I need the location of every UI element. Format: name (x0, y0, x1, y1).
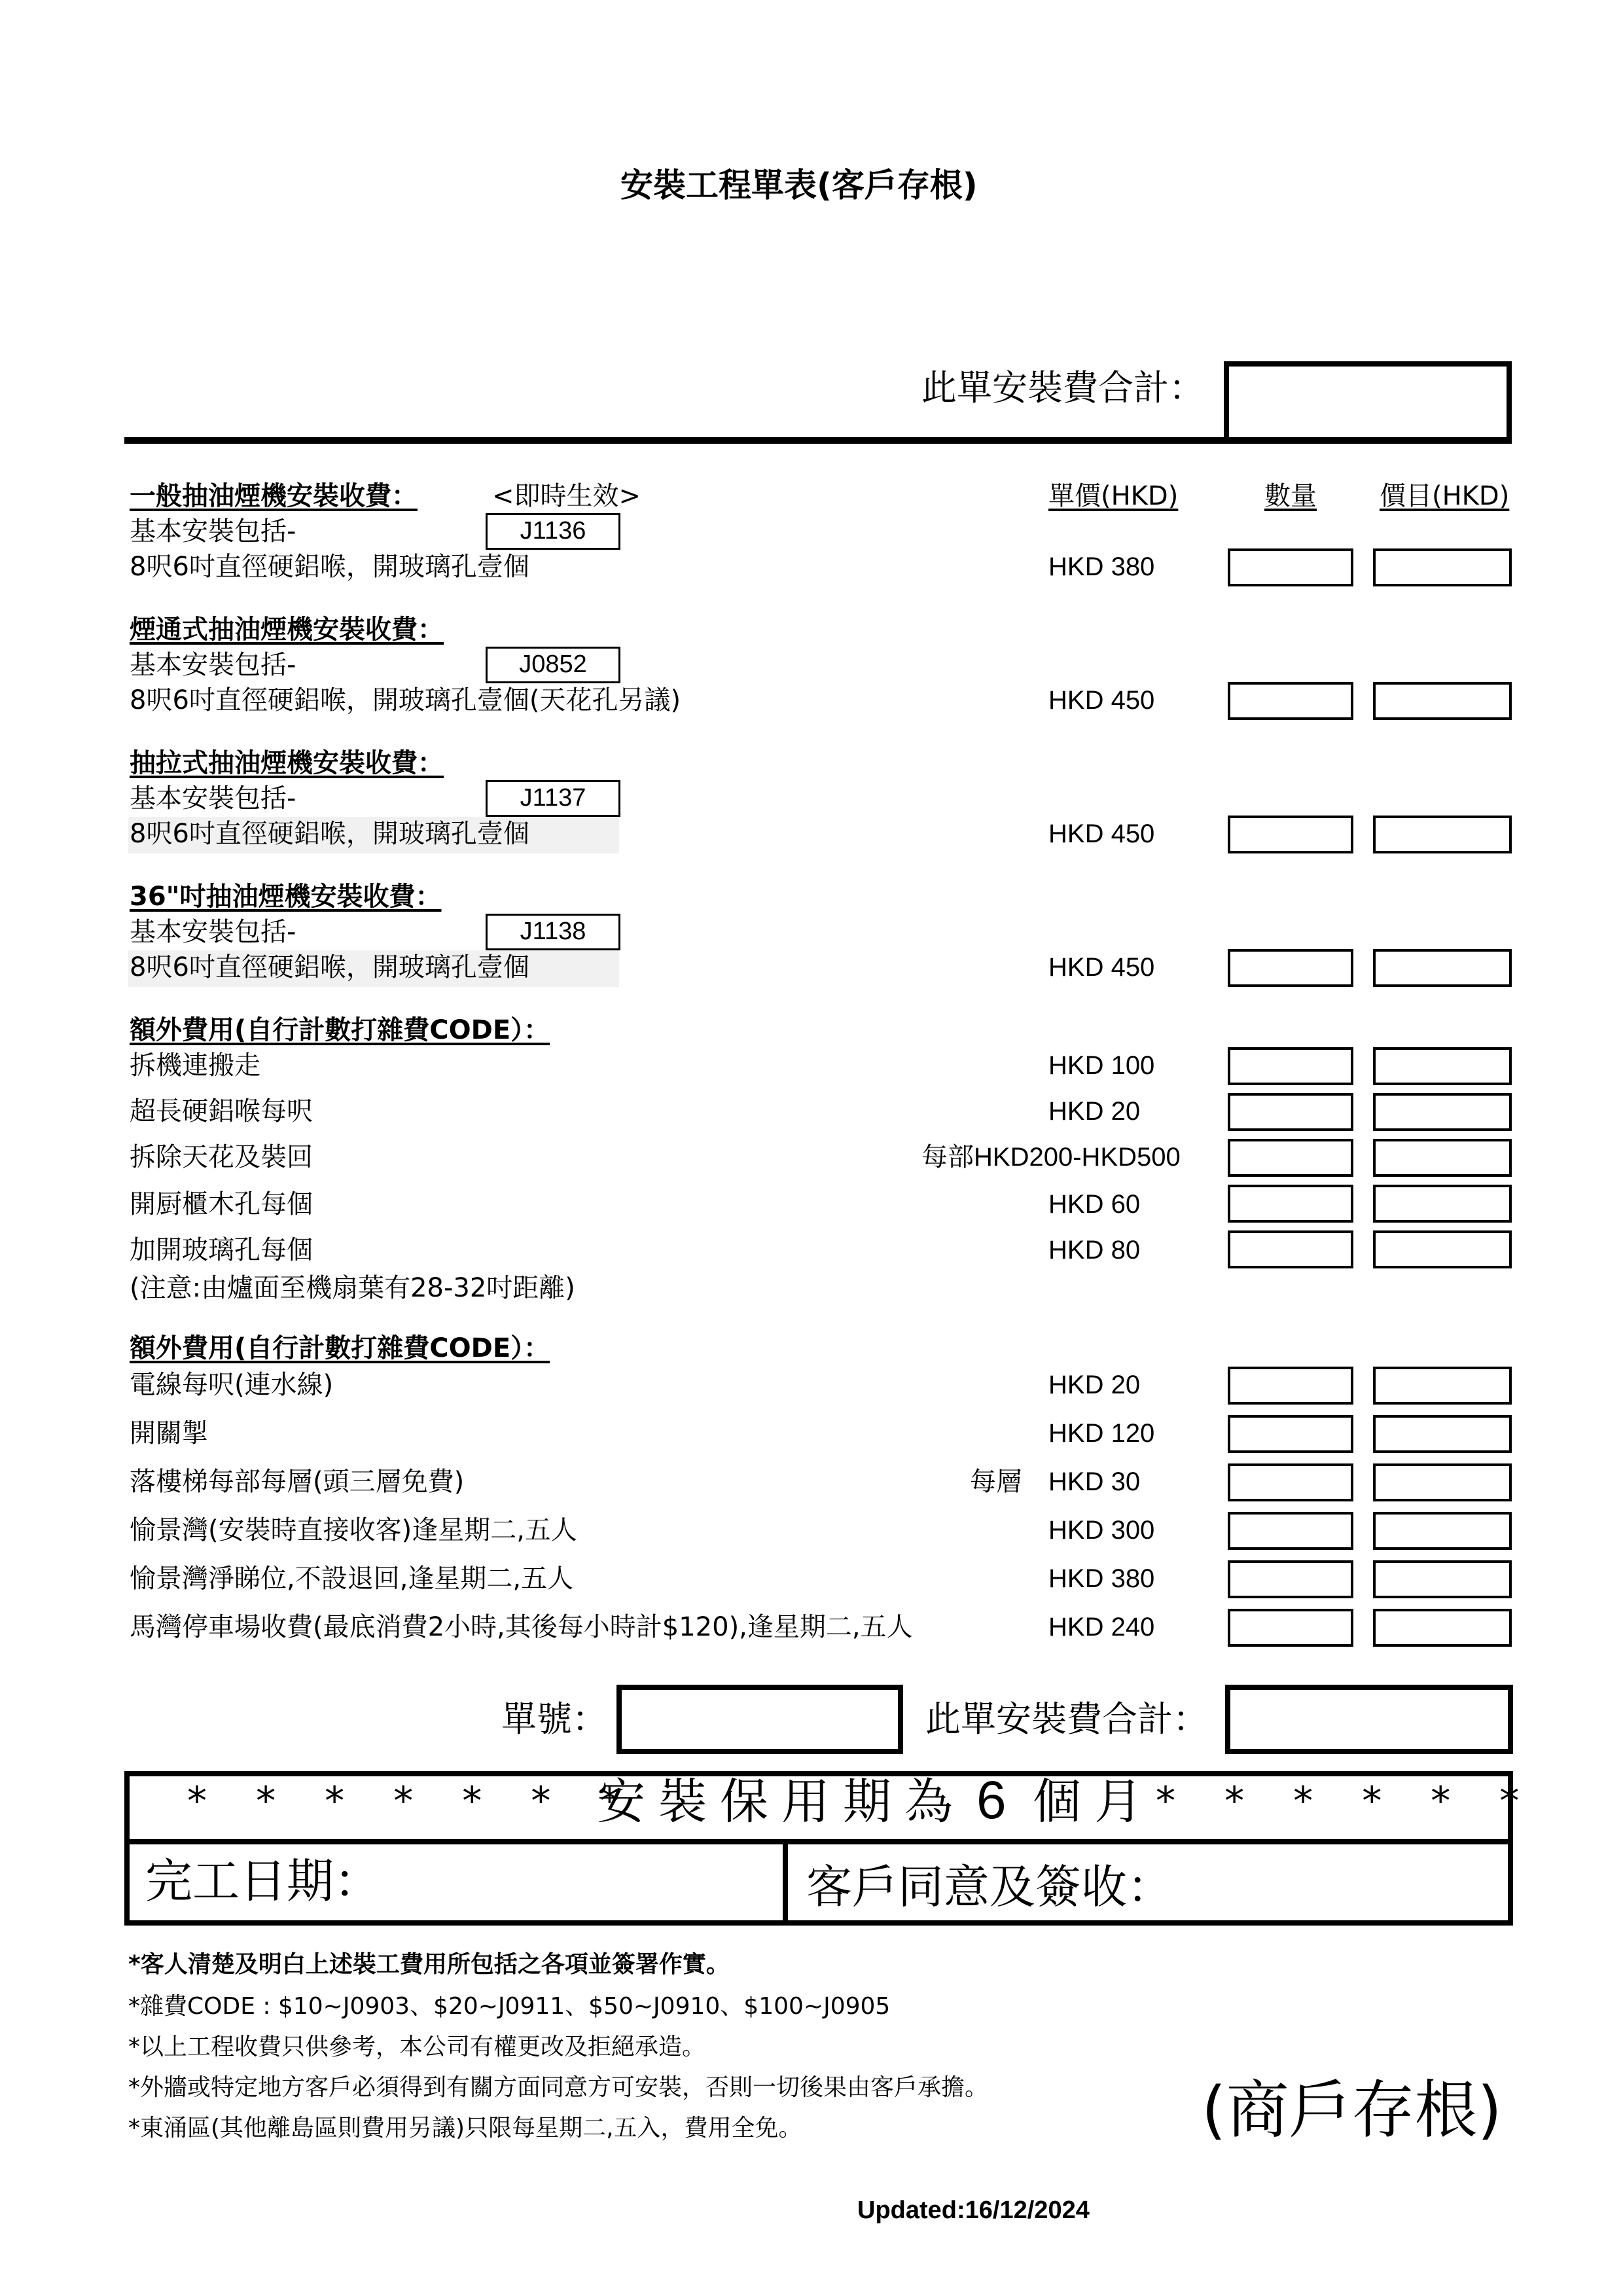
order-no-label: 單號： (501, 1698, 607, 1740)
qty-field[interactable] (1228, 1139, 1353, 1177)
warranty-text-b: 個月 (1033, 1774, 1156, 1830)
extra-item-label: 拆機連搬走 (130, 1050, 260, 1081)
amount-field[interactable] (1373, 1093, 1512, 1131)
header-divider (124, 437, 1512, 444)
section-title-pullout: 抽拉式抽油煙機安裝收費： (130, 748, 444, 778)
note-line: *東涌區(其他離島區則費用另議)只限每星期二,五入，費用全免。 (128, 2115, 802, 2142)
extra-item-label: 落樓梯每部每層(頭三層免費) (130, 1467, 465, 1497)
unit-price: HKD 380 (1048, 552, 1155, 581)
section-line2: 8呎6吋直徑硬鋁喉，開玻璃孔壹個(天花孔另議) (130, 685, 681, 715)
section-line1: 基本安裝包括- (130, 917, 296, 947)
extra-fees-title-2: 額外費用(自行計數打雜費CODE）： (130, 1333, 550, 1363)
amount-field[interactable] (1373, 1139, 1512, 1177)
section-line1: 基本安裝包括- (130, 650, 296, 680)
note-line: *以上工程收費只供參考，本公司有權更改及拒絕承造。 (128, 2034, 706, 2060)
qty-field[interactable] (1228, 1463, 1353, 1501)
qty-field[interactable] (1228, 1609, 1353, 1647)
unit-price: HKD 450 (1048, 819, 1155, 848)
unit-price: HKD 240 (1048, 1613, 1155, 1641)
unit-price: HKD 450 (1048, 953, 1155, 982)
qty-field[interactable] (1228, 1093, 1353, 1131)
warranty-divider (124, 1839, 1513, 1844)
install-code: J1138 (486, 914, 620, 950)
total-label-top: 此單安裝費合計： (921, 367, 1204, 408)
qty-field[interactable] (1228, 816, 1353, 853)
unit-price-header: 單價(HKD) (1048, 481, 1179, 511)
unit-price: HKD 380 (1048, 1564, 1155, 1593)
per-floor-label: 每層 (970, 1467, 1022, 1497)
updated-date: Updated:16/12/2024 (857, 2197, 1090, 2224)
extra-item-label: 超長硬鋁喉每呎 (130, 1096, 313, 1126)
unit-price: HKD 60 (1048, 1190, 1141, 1219)
amount-field[interactable] (1373, 1047, 1512, 1085)
extra-item-label: 愉景灣淨睇位,不設退回,逢星期二,五人 (130, 1564, 574, 1594)
extra-item-label: 加開玻璃孔每個 (130, 1235, 313, 1265)
amount-field[interactable] (1373, 1463, 1512, 1501)
unit-price: HKD 120 (1048, 1419, 1155, 1448)
warranty-months: 6 (976, 1770, 1007, 1830)
note-line: *外牆或特定地方客戶必須得到有關方面同意方可安裝，否則一切後果由客戶承擔。 (128, 2074, 989, 2101)
section-line1: 基本安裝包括- (130, 516, 296, 547)
section-title-chimney: 煙通式抽油煙機安裝收費： (130, 615, 444, 645)
warranty-stars-left: * * * * * * * (187, 1778, 638, 1824)
total-amount-bottom-field[interactable] (1225, 1685, 1513, 1754)
unit-price: HKD 80 (1048, 1236, 1141, 1265)
unit-price: HKD 30 (1048, 1467, 1141, 1496)
amount-field[interactable] (1373, 1367, 1512, 1405)
completion-date-label[interactable]: 完工日期： (145, 1854, 382, 1909)
amount-field[interactable] (1373, 1609, 1512, 1647)
note-line: *客人清楚及明白上述裝工費用所包括之各項並簽署作實。 (128, 1951, 730, 1978)
order-no-field[interactable] (616, 1685, 903, 1754)
total-amount-top-field[interactable] (1224, 361, 1512, 444)
extra-item-label: 開厨櫃木孔每個 (130, 1189, 313, 1219)
amount-header: 價目(HKD) (1380, 481, 1510, 511)
warranty-text-a: 安裝保用期為 (597, 1774, 966, 1830)
qty-field[interactable] (1228, 1367, 1353, 1405)
extra-fees-title: 額外費用(自行計數打雜費CODE）： (130, 1015, 550, 1045)
section-line2: 8呎6吋直徑硬鋁喉，開玻璃孔壹個 (130, 552, 529, 582)
amount-field[interactable] (1373, 1512, 1512, 1550)
amount-field[interactable] (1373, 548, 1512, 586)
install-code: J1136 (486, 513, 620, 550)
section-line1: 基本安裝包括- (130, 783, 296, 814)
extra-item-label: 電線每呎(連水線) (130, 1370, 334, 1400)
extra-item-label: 愉景灣(安裝時直接收客)逢星期二,五人 (130, 1515, 577, 1545)
signature-divider (783, 1840, 788, 1923)
unit-price: HKD 450 (1048, 686, 1155, 715)
qty-field[interactable] (1228, 1512, 1353, 1550)
distance-note: (注意:由爐面至機扇葉有28-32吋距離) (130, 1273, 575, 1303)
qty-field[interactable] (1228, 1560, 1353, 1598)
section-line2: 8呎6吋直徑硬鋁喉，開玻璃孔壹個 (130, 819, 529, 849)
warranty-stars-right: * * * * * * (1156, 1778, 1538, 1824)
qty-field[interactable] (1228, 1415, 1353, 1453)
amount-field[interactable] (1373, 816, 1512, 853)
amount-field[interactable] (1373, 1560, 1512, 1598)
unit-price: HKD 20 (1048, 1097, 1141, 1126)
extra-item-label: 拆除天花及裝回 (130, 1142, 313, 1172)
amount-field[interactable] (1373, 1230, 1512, 1268)
qty-field[interactable] (1228, 682, 1353, 720)
amount-field[interactable] (1373, 1415, 1512, 1453)
unit-price: HKD 20 (1048, 1371, 1141, 1399)
amount-field[interactable] (1373, 949, 1512, 987)
qty-field[interactable] (1228, 548, 1353, 586)
customer-sign-label[interactable]: 客戶同意及簽收： (806, 1860, 1173, 1914)
qty-field[interactable] (1228, 1047, 1353, 1085)
total-label-bottom: 此單安裝費合計： (925, 1698, 1208, 1740)
note-line: *雜費CODE : $10~J0903、$20~J0911、$50~J0910、$100~J0905 (128, 1993, 891, 2020)
section-title-general: 一般抽油煙機安裝收費： (130, 481, 418, 511)
unit-price: HKD 100 (1048, 1051, 1155, 1080)
page-title: 安裝工程單表(客戶存根) (620, 166, 978, 204)
merchant-stub-label: (商戶存根) (1202, 2073, 1502, 2147)
extra-item-label: 馬灣停車場收費(最底消費2小時,其後每小時計$120),逢星期二,五人 (130, 1612, 913, 1642)
install-code: J1137 (486, 780, 620, 817)
install-code: J0852 (486, 647, 620, 683)
amount-field[interactable] (1373, 682, 1512, 720)
amount-field[interactable] (1373, 1185, 1512, 1223)
section-title-36inch: 36"吋抽油煙機安裝收費： (130, 882, 442, 912)
effective-note: <即時生效> (492, 481, 641, 511)
extra-item-label: 開關掣 (130, 1418, 208, 1448)
qty-field[interactable] (1228, 1185, 1353, 1223)
qty-field[interactable] (1228, 1230, 1353, 1268)
section-line2: 8呎6吋直徑硬鋁喉，開玻璃孔壹個 (130, 952, 529, 982)
unit-price: HKD 300 (1048, 1516, 1155, 1545)
qty-field[interactable] (1228, 949, 1353, 987)
unit-price: 每部HKD200-HKD500 (921, 1143, 1181, 1172)
qty-header: 數量 (1264, 481, 1317, 511)
